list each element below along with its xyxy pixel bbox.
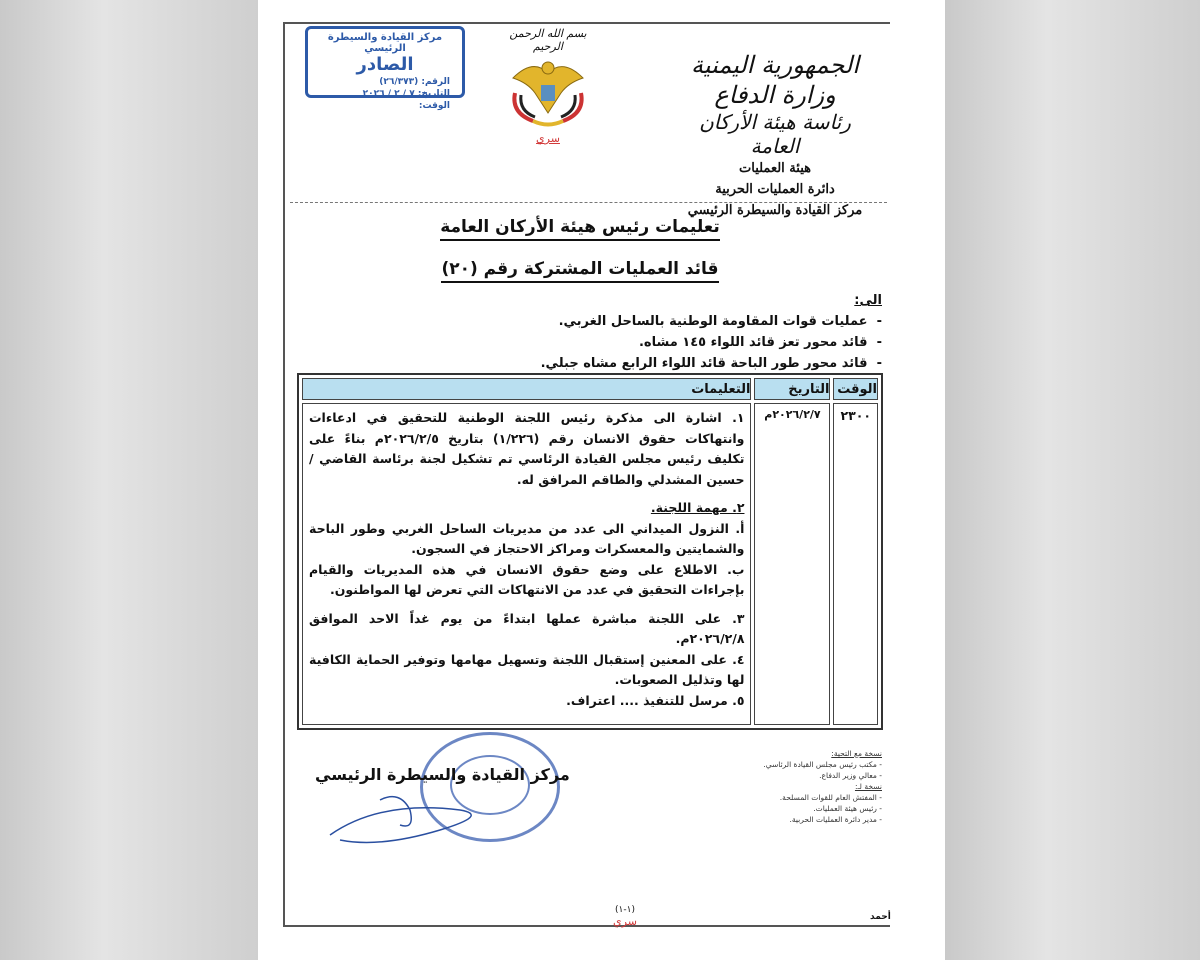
copy-item: - المفتش العام للقوات المسلحة. (779, 793, 882, 802)
recipient-text: قائد محور طور الباحة قائد اللواء الرابع مشاه جبلي. (540, 356, 868, 371)
document-title (300, 217, 860, 237)
header-divider (290, 202, 887, 203)
authority-name: هيئة العمليات (739, 161, 811, 176)
document-subtitle (300, 259, 860, 279)
copies-to-label: نسخة لـ: (854, 782, 882, 791)
copies-list (752, 748, 882, 825)
stamp-date: التاريخ: ٧ / ٢ / ٢٠٢٦ (362, 89, 450, 99)
instructions-table (297, 373, 883, 730)
header-time: الوقت (833, 378, 878, 400)
classification-label: سري (536, 132, 560, 145)
recipient-item: - قائد محور تعز قائد اللواء ١٤٥ مشاه. (638, 335, 882, 350)
stamp-type: الصادر (356, 54, 414, 75)
basmala: بسم الله الرحمن الرحيم (509, 27, 587, 53)
instruction-2: ٢. مهمة اللجنة. (650, 500, 745, 515)
instruction-1: ١. اشارة الى مذكرة رئيس اللجنة الوطنية للتحقيق في ادعاءات وانتهاكات حقوق الانسان رقم (١/٢٢٦) بتاريخ ٢٠٢٦/٢/٥م بناءً على تكليف رئيس مجلس القيادة الرئاسي تم تشكيل لجنة برئاسة القاضي / حسين المشدلي والطاقم المرافق له. (309, 410, 745, 487)
copy-item: - معالي وزير الدفاع. (819, 771, 882, 780)
center-name: مركز القيادة والسيطرة الرئيسي (687, 203, 863, 218)
page-footer (600, 905, 650, 928)
ministry-name: وزارة الدفاع (714, 81, 836, 109)
table-row (302, 403, 878, 725)
copy-text: معالي وزير الدفاع. (819, 771, 877, 780)
footer-classification: سري (613, 915, 637, 928)
national-emblem (493, 27, 603, 145)
copy-item: - مدير دائرة العمليات الحربية. (789, 815, 882, 824)
instruction-3: ٣. على اللجنة مباشرة عملها ابتداءً من يوم غداً الاحد الموافق ٢٠٢٦/٢/٨م. (309, 610, 745, 646)
title-text: تعليمات رئيس هيئة الأركان العامة (440, 217, 720, 241)
outgoing-stamp (305, 26, 465, 111)
handwritten-signature-icon (320, 780, 520, 850)
copies-greeting-label: نسخة مع التحية: (831, 749, 882, 758)
instruction-4: ٤. على المعنين إستقبال اللجنة وتسهيل مهامها وتوفير الحماية الكافية لها وتذليل الصعوبات. (309, 651, 745, 687)
recipient-item: - قائد محور طور الباحة قائد اللواء الرابع مشاه جبلي. (540, 356, 882, 371)
copy-text: مكتب رئيس مجلس القيادة الرئاسي. (763, 760, 877, 769)
recipient-item: - عمليات قوات المقاومة الوطنية بالساحل الغربي. (558, 314, 882, 329)
signature-block: مركز القيادة والسيطرة الرئيسي (315, 765, 570, 784)
republic-name: الجمهورية اليمنية (690, 51, 860, 79)
blurred-background-right (945, 0, 1200, 960)
recipients-label: الى: (854, 293, 882, 308)
cell-instructions (302, 403, 751, 725)
copy-text: رئيس هيئة العمليات. (813, 804, 877, 813)
stamp-number: الرقم: (٢٦/٣٧٣) (379, 77, 450, 87)
blurred-background-left (0, 0, 258, 960)
copy-item: - مكتب رئيس مجلس القيادة الرئاسي. (763, 760, 882, 769)
eagle-emblem-icon (503, 53, 593, 128)
copy-text: مدير دائرة العمليات الحربية. (789, 815, 877, 824)
recipient-text: عمليات قوات المقاومة الوطنية بالساحل الغربي. (558, 314, 868, 329)
instruction-5: ٥. مرسل للتنفيذ .... اعتراف. (566, 692, 745, 708)
cell-date: ٢٠٢٦/٢/٧م (754, 403, 830, 725)
recipient-text: قائد محور تعز قائد اللواء ١٤٥ مشاه. (638, 335, 868, 350)
staff-name: رئاسة هيئة الأركان العامة (699, 110, 851, 158)
instruction-2a: أ. النزول الميداني الى عدد من مديريات الساحل الغربي وطور الباحة والشمايتين والمعسكرات ومراكز الاحتجاز في السجون. (309, 520, 745, 556)
header-date: التاريخ (754, 378, 830, 400)
copy-text: المفتش العام للقوات المسلحة. (779, 793, 877, 802)
stamp-time: الوقت: (418, 101, 450, 111)
cell-time: ٢٣٠٠ (833, 403, 878, 725)
author-initials: أحمد (870, 912, 891, 922)
header-instructions: التعليمات (302, 378, 751, 400)
instruction-2b: ب. الاطلاع على وضع حقوق الانسان في هذه المديريات والقيام بإجراءات التحقيق في عدد من الانتهاكات التي تعرض لها المواطنون. (309, 561, 745, 597)
recipients (322, 290, 882, 374)
page-number: (١-١) (615, 905, 635, 915)
stamp-org: مركز القيادة والسيطرة الرئيسي (327, 32, 443, 54)
subtitle-text: قائد العمليات المشتركة رقم (٢٠) (441, 259, 718, 283)
copy-item: - رئيس هيئة العمليات. (813, 804, 882, 813)
letterhead (675, 50, 875, 221)
department-name: دائرة العمليات الحربية (715, 182, 835, 197)
